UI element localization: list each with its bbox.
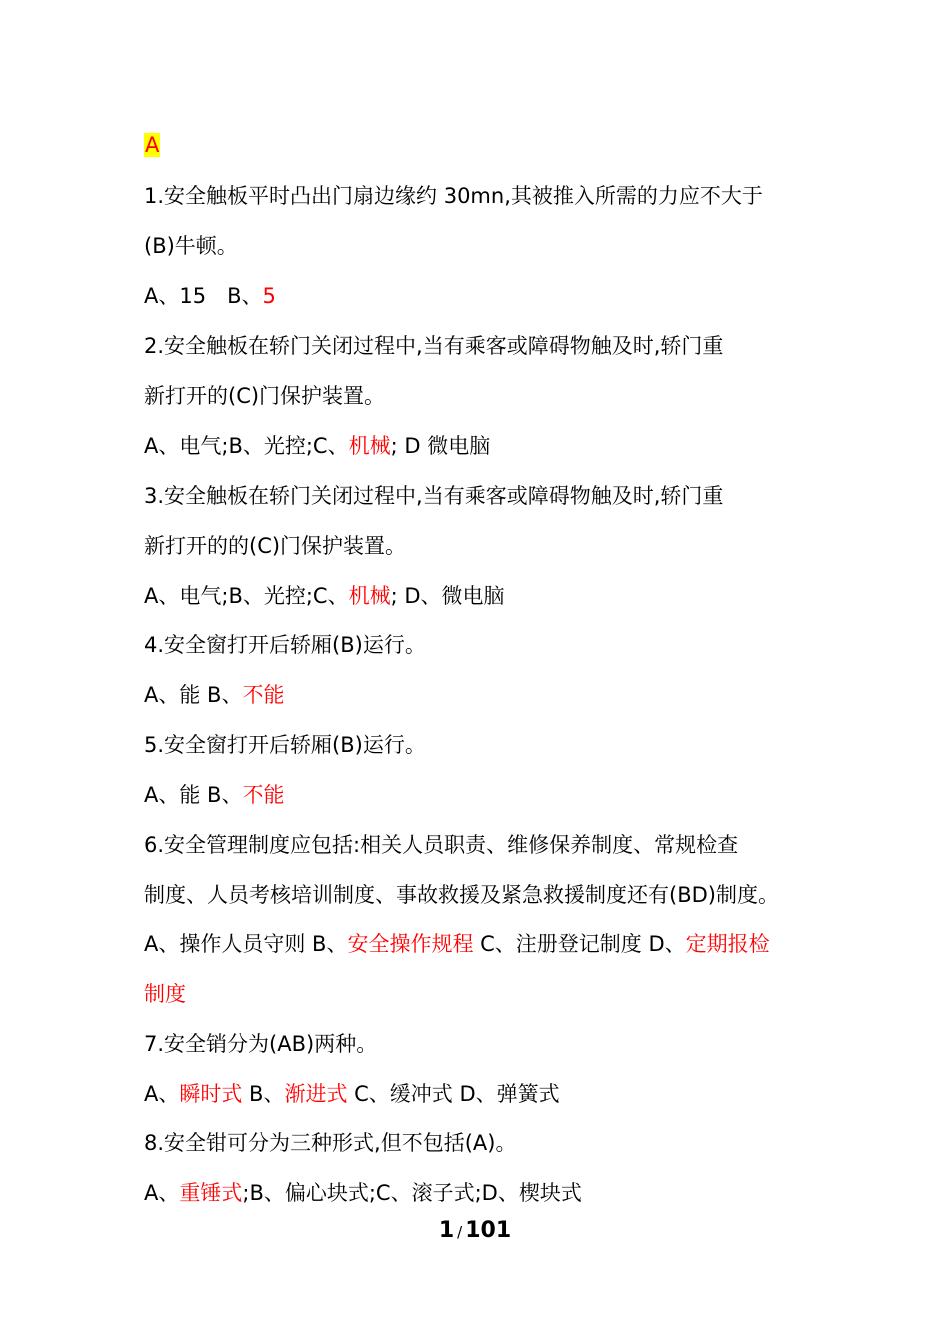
- question-3-line-2: 新打开的的(C)门保护装置。: [144, 534, 407, 558]
- question-3-options: A、电气;B、光控;C、机械; D、微电脑: [144, 584, 505, 608]
- question-1-options: A、15 B、5: [144, 284, 276, 308]
- answer-mark: 瞬时式: [179, 1082, 243, 1106]
- question-6-options-cont: [144, 979, 186, 1009]
- question-3-line-1: 3.安全触板在轿门关闭过程中,当有乘客或障碍物触及时,轿门重: [144, 484, 724, 508]
- question-8: 8.安全钳可分为三种形式,但不包括(A)。: [144, 1131, 517, 1155]
- question-1-line-1: 1.安全触板平时凸出门扇边缘约 30mn,其被推入所需的力应不大于: [144, 184, 763, 208]
- question-7: 7.安全销分为(AB)两种。: [144, 1032, 378, 1056]
- page-number: 1 / 101: [438, 1218, 512, 1243]
- answer-mark: 安全操作规程: [347, 932, 474, 956]
- question-4: 4.安全窗打开后轿厢(B)运行。: [144, 633, 426, 657]
- answer-mark: 重锤式: [179, 1181, 243, 1205]
- question-5: 5.安全窗打开后轿厢(B)运行。: [144, 733, 426, 757]
- answer-mark: 制度: [144, 982, 186, 1006]
- question-6-line-2: 制度、人员考核培训制度、事故救援及紧急救援制度还有(BD)制度。: [144, 883, 779, 907]
- question-2-line-2: 新打开的(C)门保护装置。: [144, 384, 386, 408]
- answer-mark: 不能: [242, 683, 285, 707]
- question-8-options: A、重锤式;B、偏心块式;C、滚子式;D、楔块式: [144, 1181, 582, 1205]
- answer-mark: 渐进式: [284, 1082, 348, 1106]
- question-7-options: A、瞬时式 B、渐进式 C、缓冲式 D、弹簧式: [144, 1082, 560, 1106]
- answer-mark: 定期报检: [685, 932, 770, 956]
- answer-mark: 机械: [348, 434, 391, 458]
- question-6-options: A、操作人员守则 B、安全操作规程 C、注册登记制度 D、定期报检: [144, 932, 770, 956]
- question-1-line-2: (B)牛顿。: [144, 234, 238, 258]
- question-5-options: A、能 B、不能: [144, 783, 285, 807]
- answer-mark: 机械: [348, 584, 391, 608]
- question-2-line-1: 2.安全触板在轿门关闭过程中,当有乘客或障碍物触及时,轿门重: [144, 334, 724, 358]
- answer-mark: 5: [262, 284, 276, 308]
- section-letter: A: [145, 133, 160, 157]
- question-4-options: A、能 B、不能: [144, 683, 285, 707]
- question-2-options: A、电气;B、光控;C、机械; D 微电脑: [144, 434, 491, 458]
- answer-mark: 不能: [242, 783, 285, 807]
- question-6-line-1: 6.安全管理制度应包括:相关人员职责、维修保养制度、常规检查: [144, 833, 739, 857]
